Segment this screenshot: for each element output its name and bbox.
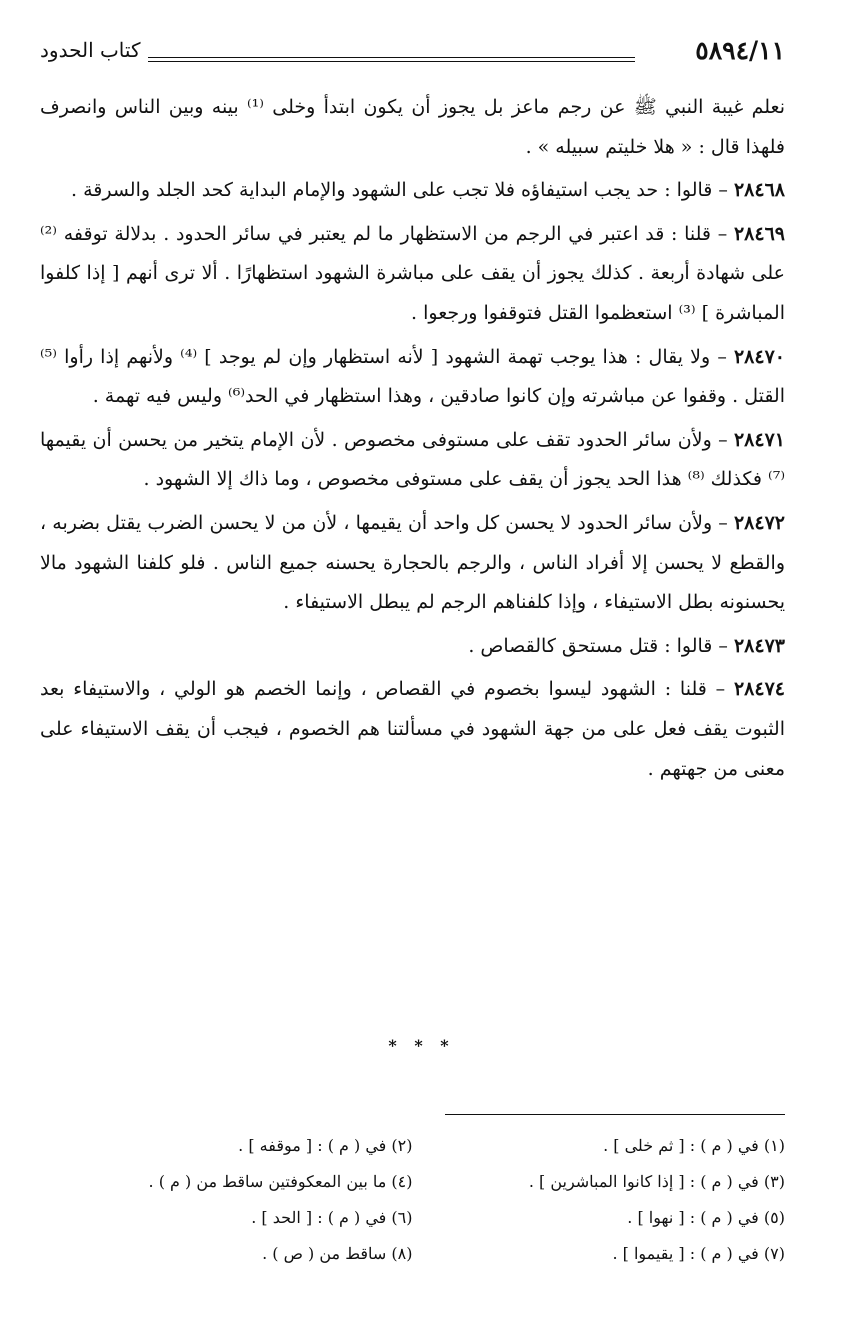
- footnote: (٦) في ( م ) : [ الحد ] .: [251, 1208, 413, 1227]
- footnote: (١) في ( م ) : [ ثم خلى ] .: [603, 1136, 785, 1155]
- paragraph-number: ٢٨٤٧٠: [733, 345, 785, 368]
- paragraph: [40, 215, 785, 334]
- paragraph-text: – قلنا : قد اعتبر في الرجم من الاستظهار ما لم يعتبر في سائر الحدود . بدلالة توقفه ⁽²⁾ على شهادة أربعة . كذلك يجوز أن يقف على مباشرة الشهود استظهارًا . ألا ترى أنهم [ إذا كلفوا المباشرة ] ⁽³⁾ استعظموا القتل فتوقفوا ورجعوا .: [40, 222, 785, 324]
- footnotes: [40, 1128, 785, 1272]
- page-body: [40, 88, 785, 793]
- paragraph-number: ٢٨٤٧٣: [733, 634, 785, 657]
- paragraph-number: ٢٨٤٧٤: [733, 678, 785, 701]
- paragraph-text: – قالوا : حد يجب استيفاؤه فلا تجب على الشهود والإمام البداية كحد الجلد والسرقة .: [71, 179, 734, 202]
- footnote: (٢) في ( م ) : [ موقفه ] .: [238, 1136, 413, 1155]
- page-header: [40, 30, 785, 80]
- footnote-rule: [445, 1114, 785, 1115]
- footnote-row: [40, 1164, 785, 1200]
- footnote: (٧) في ( م ) : [ يقيموا ] .: [612, 1244, 785, 1263]
- paragraph-text: – ولأن سائر الحدود لا يحسن كل واحد أن يقيمها ، لأن من لا يحسن الضرب يقتل بضربه ، والقطع لا يحسن إلا أفراد الناس ، والرجم بالحجارة يحسنه جميع الناس . فلو كلفنا الشهود مالا يحسنونه بطل الاستيفاء ، وإذا كلفناهم الرجم لم يبطل الاستيفاء .: [40, 511, 785, 614]
- paragraph-number: ٢٨٤٦٨: [733, 179, 785, 202]
- section-ornament: * * *: [388, 1036, 455, 1055]
- footnote-row: [40, 1236, 785, 1272]
- paragraph-text: – ولأن سائر الحدود تقف على مستوفى مخصوص . لأن الإمام يتخير من يحسن أن يقيمها ⁽⁷⁾ فكذلك ⁽⁸⁾ هذا الحد يجوز أن يقف على مستوفى مخصوص ، وما ذاك إلا الشهود .: [40, 428, 785, 491]
- footnote-row: [40, 1128, 785, 1164]
- footnote: (٣) في ( م ) : [ إذا كانوا المباشرين ] .: [528, 1172, 785, 1191]
- paragraph: [40, 171, 785, 211]
- header-rule: [148, 57, 635, 62]
- book-title: كتاب الحدود: [40, 38, 141, 62]
- paragraph-text: نعلم غيبة النبي ﷺ عن رجم ماعز بل يجوز أن يكون ابتدأ وخلى ⁽¹⁾ بينه وبين الناس وانصرف فلهذا قال : « هلا خليتم سبيله » .: [40, 96, 785, 158]
- paragraph: [40, 670, 785, 789]
- paragraph: [40, 421, 785, 500]
- paragraph-number: ٢٨٤٦٩: [733, 222, 785, 245]
- footnote-row: [40, 1200, 785, 1236]
- paragraph: [40, 88, 785, 167]
- paragraph-text: – ولا يقال : هذا يوجب تهمة الشهود [ لأنه استظهار وإن لم يوجد ] ⁽⁴⁾ ولأنهم إذا رأوا ⁽⁵⁾ القتل . وقفوا عن مباشرته وإن كانوا صادقين ، وهذا استظهار في الحد⁽⁶⁾ وليس فيه تهمة .: [40, 345, 785, 408]
- footnote: (٤) ما بين المعكوفتين ساقط من ( م ) .: [148, 1172, 413, 1191]
- paragraph-text: – قالوا : قتل مستحق كالقصاص .: [468, 634, 734, 657]
- paragraph: [40, 504, 785, 623]
- paragraph-text: – قلنا : الشهود ليسوا بخصوم في القصاص ، وإنما الخصم هو الولي ، والاستيفاء بعد الثبوت يقف فعل على من جهة الشهود في مسألتنا هم الخصوم ، فيجب أن يقف الاستيفاء على معنى من جهتهم .: [40, 678, 785, 780]
- page-number: ٥٨٩٤/١١: [695, 36, 785, 65]
- paragraph: [40, 627, 785, 667]
- footnote: (٥) في ( م ) : [ نهوا ] .: [627, 1208, 785, 1227]
- paragraph: [40, 338, 785, 417]
- footnote: (٨) ساقط من ( ص ) .: [262, 1244, 413, 1263]
- paragraph-number: ٢٨٤٧٢: [733, 511, 785, 534]
- paragraph-number: ٢٨٤٧١: [733, 428, 785, 451]
